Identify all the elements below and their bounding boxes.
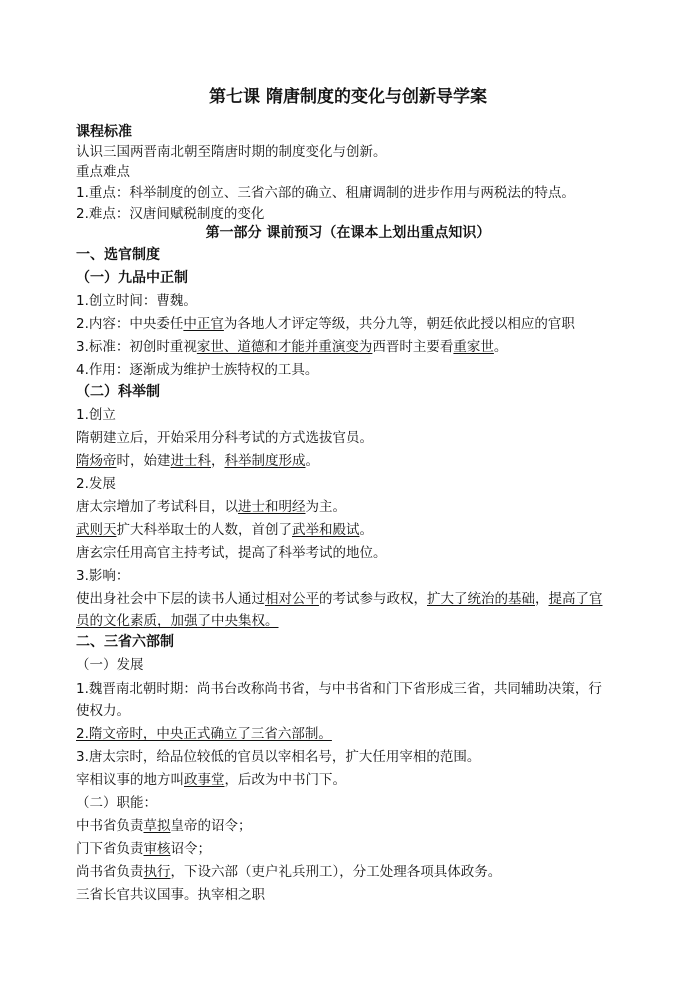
kj-2b-text-a: 扩大科举取士的人数，首创了 [116, 522, 292, 538]
ss-sub1-heading: （一）发展 [76, 657, 144, 673]
kj-3a-text-c: ， [535, 591, 549, 607]
kj-3a-text-a: 使出身社会中下层的读书人通过 [76, 591, 265, 607]
kj-2-line-c: 唐玄宗任用高官主持考试，提高了科举考试的地位。 [76, 545, 387, 561]
part1-heading: 第一部分 课前预习（在课本上划出重点知识） [205, 225, 491, 241]
document-title: 第七课 隋唐制度的变化与创新导学案 [209, 87, 487, 107]
zn-line-1 [76, 816, 636, 836]
sub1-heading: （一）九品中正制 [76, 270, 188, 286]
kj-2b-text-b: 。 [359, 522, 373, 538]
jp-line-2-text-b: 为各地人才评定等级，共分九等，朝廷依此授以相应的官职 [223, 316, 575, 332]
zn-2-text-a: 门下省负责 [76, 841, 144, 857]
zn-line-4: 三省长官共议国事。执宰相之职 [76, 887, 265, 903]
jp-line-3-underlined-1: 家世、道德和才能并重演变为 [196, 339, 373, 355]
course-standard-text: 认识三国两晋南北朝至隋唐时期的制度变化与创新。 [76, 144, 387, 160]
kj-1b-underlined-2: 进士科 [170, 453, 211, 469]
kj-1b-underlined-1: 隋炀帝 [76, 453, 117, 469]
kj-1-text: 隋朝建立后，开始采用分科考试的方式选拔官员。 [76, 430, 373, 446]
kj-3-title: 3.影响： [76, 568, 130, 584]
zn-3-text-b: ，下设六部（吏户礼兵刑工），分工处理各项具体政务。 [170, 864, 502, 880]
zn-3-underlined: 执行 [143, 864, 171, 880]
kj-1-line-b [76, 451, 636, 471]
kj-2a-text-a: 唐太宗增加了考试科目，以 [76, 499, 238, 515]
jp-line-3 [76, 337, 636, 357]
sub2-heading: （二）科举制 [76, 384, 160, 400]
zn-3-text-a: 尚书省负责 [76, 864, 144, 880]
key-point-1: 1.重点：科举制度的创立、三省六部的确立、租庸调制的进步作用与两税法的特点。 [76, 185, 575, 201]
jp-line-2-text-a: 2.内容：中央委任 [76, 316, 184, 332]
ss-sub2-heading: （二）职能： [76, 795, 157, 811]
zn-1-text-a: 中书省负责 [76, 818, 144, 834]
course-standard-heading: 课程标准 [76, 124, 132, 140]
kj-2b-underlined-2: 武举和殿试 [292, 522, 360, 538]
key-points-heading: 重点难点 [76, 164, 130, 180]
zn-2-underlined: 审核 [143, 841, 171, 857]
ss-line-4 [76, 770, 636, 790]
section1-heading: 一、选官制度 [76, 247, 160, 263]
kj-3a-underlined-2: 扩大了统治的基础 [427, 591, 535, 607]
kj-3a-text-b: 的考试参与政权， [319, 591, 427, 607]
kj-2a-text-b: 为主。 [305, 499, 346, 515]
zn-line-3 [76, 862, 636, 882]
zn-1-text-b: 皇帝的诏令； [170, 818, 252, 834]
ss-line-1a: 1.魏晋南北朝时期：尚书台改称尚书省，与中书省和门下省形成三省，共同辅助决策，行 [76, 681, 602, 697]
ss-line-3: 3.唐太宗时，给品位较低的官员以宰相名号，扩大任用宰相的范围。 [76, 749, 481, 765]
zn-1-underlined: 草拟 [143, 818, 171, 834]
kj-3b-underlined: 员的文化素质，加强了中央集权。 [76, 613, 279, 629]
kj-3a-underlined-3: 提高了官 [548, 591, 603, 607]
zn-2-text-b: 诏令； [170, 841, 211, 857]
kj-2b-underlined-1: 武则天 [76, 522, 117, 538]
jp-line-3-text-c: 。 [493, 339, 508, 355]
key-point-2: 2.难点：汉唐间赋税制度的变化 [76, 206, 265, 222]
kj-2-line-a [76, 497, 636, 517]
kj-1b-text-c: 。 [305, 453, 319, 469]
jp-line-2-underlined: 中正官 [183, 316, 224, 332]
kj-1b-text-a: 时，始建 [116, 453, 171, 469]
ss-line-2-underlined: 2.隋文帝时，中央正式确立了三省六部制。 [76, 726, 332, 742]
ss-line-1b: 使权力。 [76, 703, 130, 719]
jp-line-2 [76, 314, 636, 334]
ss-line-4-text-a: 宰相议事的地方叫 [76, 772, 184, 788]
jp-line-1: 1.创立时间：曹魏。 [76, 293, 197, 309]
kj-2-line-b [76, 520, 636, 540]
kj-3a-underlined-1: 相对公平 [265, 591, 319, 607]
ss-line-4-underlined: 政事堂 [184, 772, 225, 788]
ss-line-4-text-b: ，后改为中书门下。 [224, 772, 346, 788]
section2-heading: 二、三省六部制 [76, 634, 174, 650]
kj-3-line-b [76, 611, 636, 631]
jp-line-4: 4.作用：逐渐成为维护士族特权的工具。 [76, 362, 319, 378]
kj-1-title: 1.创立 [76, 407, 116, 423]
kj-2-title: 2.发展 [76, 476, 116, 492]
ss-line-2 [76, 724, 636, 744]
kj-2a-underlined: 进士和明经 [238, 499, 306, 515]
kj-3-line-a [76, 589, 636, 609]
jp-line-3-underlined-2: 重家世 [453, 339, 494, 355]
zn-line-2 [76, 839, 636, 859]
jp-line-3-text-b: 西晋时主要看 [372, 339, 454, 355]
kj-1b-underlined-3: 科举制度形成 [224, 453, 306, 469]
jp-line-3-text-a: 3.标准：初创时重视 [76, 339, 197, 355]
kj-1b-text-b: ， [211, 453, 225, 469]
